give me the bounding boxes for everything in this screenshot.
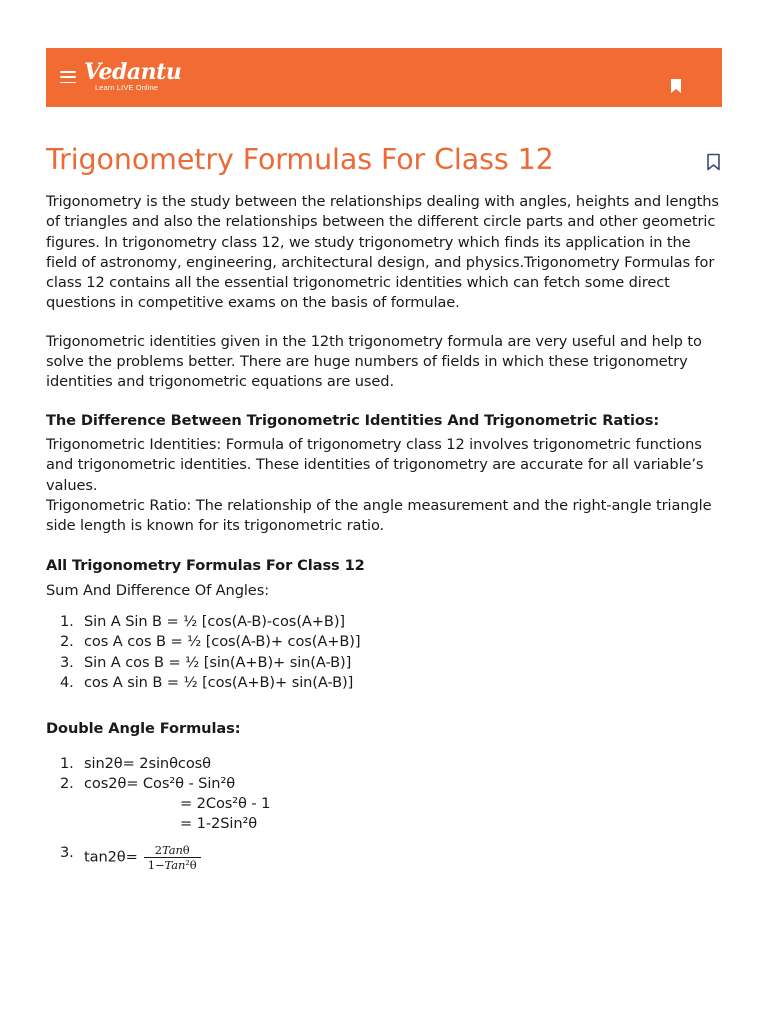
double-angle-list <box>46 754 726 872</box>
bookmark-outline-icon[interactable] <box>706 153 721 171</box>
sum-difference-list <box>46 612 726 693</box>
list-item: 1. Sin A Sin B = ½ [cos(A-B)-cos(A+B)] <box>60 613 346 631</box>
list-item: 3. Sin A cos B = ½ [sin(A+B)+ sin(A-B)] <box>60 653 352 671</box>
double-angle-heading: Double Angle Formulas: <box>46 720 241 738</box>
all-formulas-heading: All Trigonometry Formulas For Class 12 <box>46 557 365 575</box>
tan-fraction: $\frac{\text{2Tanθ}}{\text{1−Tan²θ}}$ <box>144 843 201 872</box>
intro-paragraph-1: Trigonometry is the study between the relationships dealing with angles, heights and lengths of triangles and also the relationships between the different circle parts and other geometric figures. In trigonometry class 12, we study trigonometry which finds its application in the field of astronomy, engineering, architectural design, and physics.Trigonometry Formulas for class 12 contains all the essential trigonometric identities which can fetch some direct questions in competitive exams on the basis of formulae. <box>46 193 719 312</box>
sum-difference-label: Sum And Difference Of Angles: <box>46 581 270 599</box>
list-item: 2. cos2θ= Cos²θ - Sin²θ = 2Cos²θ - 1 = 1-2Sin²θ <box>60 774 271 833</box>
logo-tagline: Learn LIVE Online <box>95 83 158 92</box>
logo-wordmark: Vedantu <box>84 59 182 85</box>
list-item: 4. cos A sin B = ½ [cos(A+B)+ sin(A-B)] <box>60 673 354 691</box>
page-title: Trigonometry Formulas For Class 12 <box>46 143 554 176</box>
site-header <box>46 48 722 107</box>
list-item: 3. tan2θ= $\frac{\text{2Tanθ}}{\text{1−Tan²θ}}$ <box>46 843 726 872</box>
article-body <box>46 192 726 872</box>
hamburger-menu-icon[interactable] <box>60 71 76 84</box>
difference-heading: The Difference Between Trigonometric Identities And Trigonometric Ratios: <box>46 411 660 429</box>
ratio-definition: Trigonometric Ratio: The relationship of the angle measurement and the right-angle triangle side length is known for its trigonometric ratio. <box>46 496 712 535</box>
identities-definition: Trigonometric Identities: Formula of trigonometry class 12 involves trigonometric functions and trigonometric identities. These identities of trigonometry are accurate for all variable’s values. <box>46 435 704 494</box>
vedantu-logo[interactable] <box>84 60 181 92</box>
intro-paragraph-2: Trigonometric identities given in the 12th trigonometry formula are very useful and help to solve the problems better. There are huge numbers of fields in which these trigonometry identities and trigonometric equations are used. <box>46 332 702 391</box>
list-item: 2. cos A cos B = ½ [cos(A-B)+ cos(A+B)] <box>60 633 361 651</box>
bookmark-filled-icon[interactable] <box>670 79 682 93</box>
list-item: 1. sin2θ= 2sinθcosθ <box>60 754 211 772</box>
